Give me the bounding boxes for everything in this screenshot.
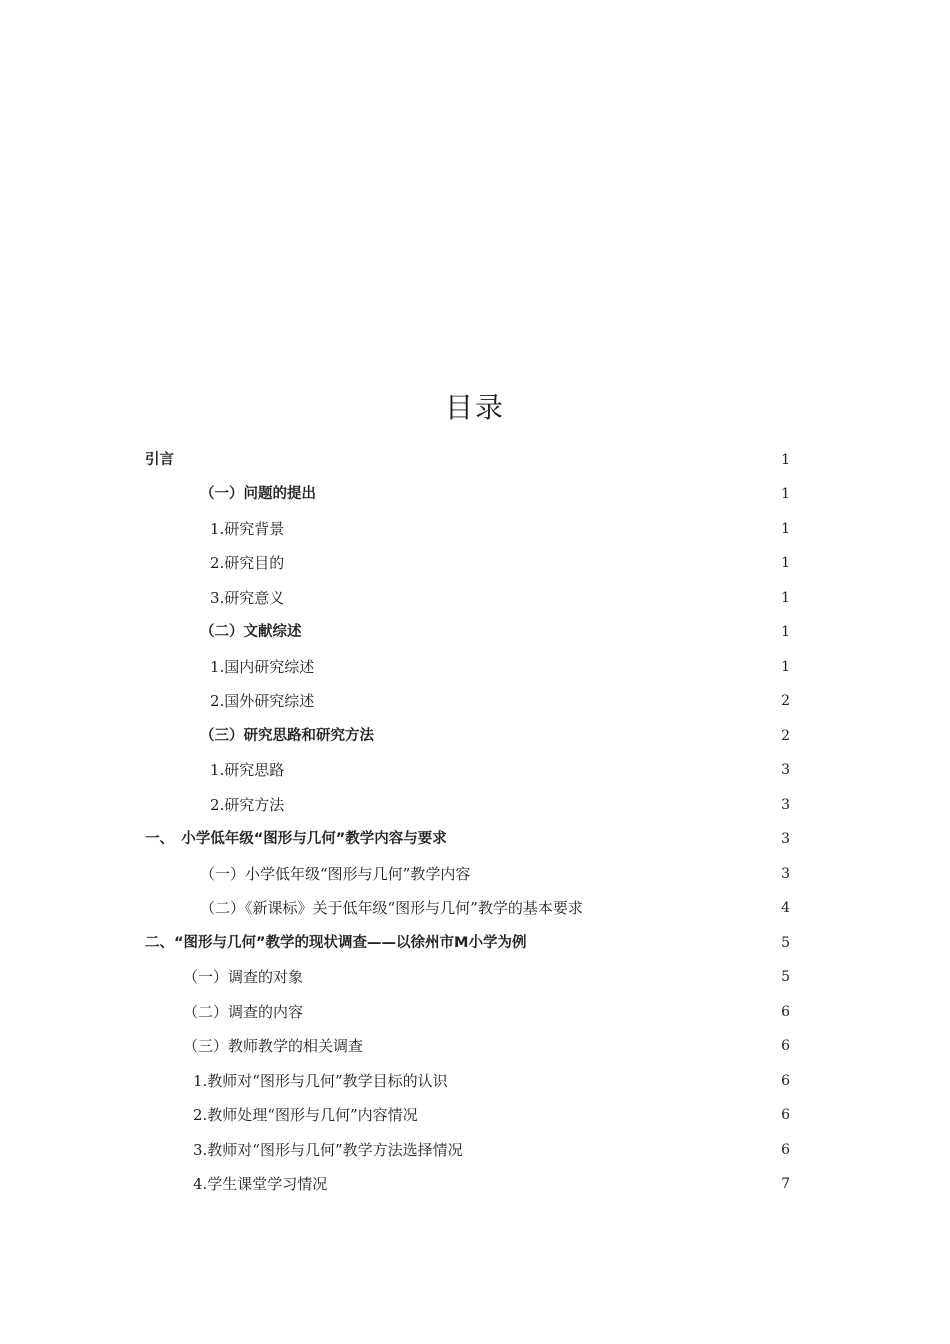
toc-page-number: 1	[781, 521, 790, 537]
dot-leader	[449, 1069, 780, 1093]
toc-title: 目录	[444, 391, 505, 424]
toc-entry[interactable]	[210, 551, 790, 575]
toc-page-number: 3	[781, 866, 790, 882]
toc-page-number: 3	[781, 831, 790, 847]
toc-entry-label: （一）调查的对象	[183, 968, 304, 986]
toc-page-number: 4	[781, 900, 790, 916]
dot-leader	[464, 1138, 780, 1162]
toc-entry-label: （三）研究思路和研究方法	[200, 728, 374, 744]
toc-entry-label: 1.教师对“图形与几何”教学目标的认识	[193, 1072, 448, 1090]
toc-entry-label: 1.研究背景	[210, 520, 285, 538]
toc-entry-label: 引言	[145, 452, 174, 468]
toc-entry-label: 二、“图形与几何”教学的现状调查——以徐州市M小学为例	[145, 935, 527, 951]
toc-page-number: 2	[781, 693, 790, 709]
toc-entry[interactable]	[200, 862, 790, 886]
toc-entry[interactable]	[210, 586, 790, 610]
toc-entry-label: （二）《新课标》关于低年级“图形与几何”教学的基本要求	[200, 899, 583, 917]
dot-leader	[304, 965, 780, 989]
toc-entry-label: 2.国外研究综述	[210, 692, 315, 710]
toc-entry[interactable]	[193, 1172, 790, 1196]
dot-leader	[315, 689, 780, 713]
toc-entry[interactable]	[210, 689, 790, 713]
dot-leader	[364, 1034, 780, 1058]
toc-page-number: 1	[781, 624, 790, 640]
toc-entry[interactable]	[145, 827, 790, 851]
dot-leader	[315, 655, 780, 679]
toc-entry-label: 1.研究思路	[210, 761, 285, 779]
toc-page-number: 6	[781, 1107, 790, 1123]
toc-entry-label: （一）问题的提出	[200, 486, 316, 502]
toc-page-number: 3	[781, 762, 790, 778]
toc-entry-label: 2.教师处理“图形与几何”内容情况	[193, 1106, 418, 1124]
toc-entry[interactable]	[193, 1138, 790, 1162]
toc-page-number: 6	[781, 1038, 790, 1054]
dot-leader	[375, 724, 780, 748]
toc-entry[interactable]	[145, 448, 790, 472]
toc-entry-label: 2.研究方法	[210, 796, 285, 814]
toc-page-number: 1	[781, 486, 790, 502]
dot-leader	[584, 896, 780, 920]
dot-leader	[471, 862, 780, 886]
dot-leader	[285, 551, 780, 575]
toc-entry[interactable]	[200, 724, 790, 748]
toc-page-number: 5	[781, 969, 790, 985]
toc-entry-label: （一）小学低年级“图形与几何”教学内容	[200, 865, 471, 883]
toc-entry[interactable]	[200, 482, 790, 506]
toc-entry-label: （二）文献综述	[200, 624, 302, 640]
dot-leader	[285, 517, 780, 541]
toc-entry[interactable]	[145, 931, 790, 955]
toc-page-number: 1	[781, 590, 790, 606]
toc-page-number: 1	[781, 555, 790, 571]
toc-page-number: 1	[781, 659, 790, 675]
toc-page-number: 6	[781, 1004, 790, 1020]
dot-leader	[285, 793, 780, 817]
dot-leader	[303, 620, 781, 644]
toc-entry-label: 3.研究意义	[210, 589, 285, 607]
toc-entry[interactable]	[200, 896, 790, 920]
dot-leader	[328, 1172, 780, 1196]
toc-entry[interactable]	[210, 793, 790, 817]
toc-entry[interactable]	[183, 1034, 790, 1058]
toc-page-number: 5	[781, 935, 790, 951]
dot-leader	[285, 586, 780, 610]
toc-entry-label: 一、 小学低年级“图形与几何”教学内容与要求	[145, 831, 447, 847]
toc-entry-label: 2.研究目的	[210, 554, 285, 572]
dot-leader	[419, 1103, 780, 1127]
toc-entry[interactable]	[210, 517, 790, 541]
toc-page-number: 1	[781, 452, 790, 468]
toc-entry[interactable]	[183, 965, 790, 989]
toc-entry-label: （三）教师教学的相关调查	[183, 1037, 364, 1055]
toc-page-number: 2	[781, 728, 790, 744]
dot-leader	[317, 482, 780, 506]
toc-entry-label: 3.教师对“图形与几何”教学方法选择情况	[193, 1141, 463, 1159]
toc-entry[interactable]	[183, 1000, 790, 1024]
dot-leader	[304, 1000, 780, 1024]
dot-leader	[528, 931, 781, 955]
toc-entry[interactable]	[193, 1069, 790, 1093]
dot-leader	[285, 758, 780, 782]
toc-entry[interactable]	[210, 758, 790, 782]
toc-entry[interactable]	[200, 620, 790, 644]
toc-page-number: 3	[781, 797, 790, 813]
toc-entry[interactable]	[210, 655, 790, 679]
toc-entry[interactable]	[193, 1103, 790, 1127]
toc-entry-label: 4.学生课堂学习情况	[193, 1175, 328, 1193]
dot-leader	[175, 448, 780, 472]
toc-page-number: 6	[781, 1142, 790, 1158]
toc-entry-label: 1.国内研究综述	[210, 658, 315, 676]
toc-page-number: 7	[781, 1176, 790, 1192]
dot-leader	[448, 827, 780, 851]
toc-page-number: 6	[781, 1073, 790, 1089]
toc-entry-label: （二）调查的内容	[183, 1003, 304, 1021]
